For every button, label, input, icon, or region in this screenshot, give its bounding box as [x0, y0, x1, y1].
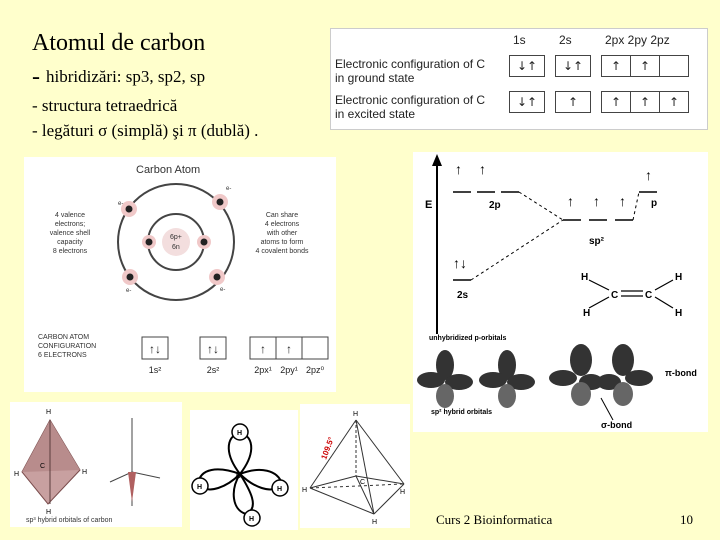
atom-c: C: [611, 290, 619, 301]
config-title-line: CARBON ATOM: [38, 334, 90, 341]
excited-state-label: [335, 93, 485, 121]
atom-c: C: [40, 463, 46, 470]
ground-2px-box: ↑: [601, 55, 631, 77]
atom-h: H: [583, 308, 591, 319]
left-note-line: electrons;: [54, 221, 86, 228]
atom-h: H: [372, 519, 378, 526]
sp2-orbital-diagram: [413, 152, 708, 432]
electron: [214, 274, 221, 281]
orbital-electrons: [453, 161, 652, 271]
label-2p: 2p: [489, 200, 501, 211]
tetra-edges: [310, 420, 404, 514]
bullet-hybridization: [32, 64, 205, 91]
config-label: 2s²: [206, 365, 220, 375]
atom-c: C: [645, 290, 653, 301]
svg-text:↑: ↑: [479, 161, 486, 177]
label-sp2: sp²: [589, 236, 604, 247]
atom-c: C: [236, 473, 242, 480]
methane-orbital-svg: [190, 410, 298, 530]
header-2p: 2px 2py 2pz: [605, 33, 670, 47]
svg-text:↑: ↑: [645, 167, 652, 183]
svg-text:↑: ↑: [619, 193, 626, 209]
carbon-atom-diagram: [24, 157, 336, 392]
left-note-line: valence shell: [49, 230, 91, 237]
config-title-line: CONFIGURATION: [38, 343, 97, 350]
energy-axis-arrowhead: [432, 154, 442, 166]
config-arrow: ↑↓: [207, 342, 219, 356]
energy-label: E: [425, 199, 433, 211]
sp2-hybrid-label: sp² hybrid orbitals: [431, 409, 493, 416]
svg-text:↑↓: ↑↓: [453, 255, 467, 271]
config-label: 2py¹: [280, 365, 298, 375]
right-note: [256, 212, 309, 255]
bullet-bonds: - legături σ (simplă) şi π (dublă) .: [32, 121, 259, 140]
right-note-line: with other: [266, 230, 298, 237]
electron: [146, 239, 153, 246]
small-tetra-bonds: [110, 418, 160, 506]
sigma-bond-label: σ-bond: [601, 420, 633, 430]
carbon-atom-svg: [24, 157, 336, 392]
ground-2pz-box: [659, 55, 689, 77]
methane-orbital-picture: [190, 410, 298, 530]
sp2-orbital-svg: [413, 152, 708, 432]
electron: [126, 206, 133, 213]
excited-1s-box: ↓↑: [509, 91, 545, 113]
ground-label-l2: in ground state: [335, 71, 415, 85]
atom-title: Carbon Atom: [136, 164, 201, 176]
left-note-line: capacity: [57, 239, 83, 246]
atom-h: H: [82, 469, 88, 476]
left-note-line: 8 electrons: [52, 248, 88, 255]
excited-2py-box: ↑: [630, 91, 660, 113]
p-orbital-lobes: [417, 344, 653, 408]
atom-h: H: [237, 430, 243, 437]
config-label: 1s²: [148, 365, 162, 375]
atom-h: H: [302, 487, 308, 494]
ground-1s-box: ↓↑: [509, 55, 545, 77]
orbital-levels: [453, 192, 657, 280]
sp3-tetrahedron: [10, 402, 182, 527]
page-number: 10: [680, 512, 693, 527]
excited-label-l1: Electronic configuration of C: [335, 93, 486, 107]
right-note-line: 4 covalent bonds: [255, 248, 309, 255]
left-note-line: 4 valence: [55, 212, 85, 219]
header-2s: 2s: [559, 33, 572, 47]
small-tetra-lobe: [128, 472, 136, 502]
bullet-dash: -: [32, 64, 40, 90]
config-title: [38, 334, 96, 359]
atom-h: H: [46, 509, 52, 516]
atom-h: H: [675, 308, 683, 319]
tetrahedral-geometry-svg: [300, 404, 410, 528]
atom-h: H: [581, 272, 589, 283]
atom-h: H: [277, 486, 283, 493]
header-1s: 1s: [513, 33, 526, 47]
left-note: [50, 212, 91, 255]
config-arrow: ↑: [286, 342, 292, 356]
electron: [201, 239, 208, 246]
bullet-tetrahedral: - structura tetraedrică: [32, 96, 178, 115]
atom-h: H: [353, 411, 359, 418]
bond-angle-label: 109.5°: [319, 435, 336, 461]
excited-2pz-box: ↑: [659, 91, 689, 113]
electron-configuration-table: [330, 28, 708, 130]
atom-h: H: [46, 409, 52, 416]
right-note-line: 4 electrons: [264, 221, 300, 228]
right-note-line: atoms to form: [260, 239, 304, 246]
electron: [217, 199, 224, 206]
nucleus-protons: 6p+: [170, 234, 182, 241]
nucleus-neutrons: 6n: [172, 244, 180, 251]
nucleus: [162, 228, 190, 256]
excited-label-l2: in excited state: [335, 107, 416, 121]
atom-h: H: [400, 489, 406, 496]
tetrahedral-geometry: [300, 404, 410, 528]
svg-text:↑: ↑: [593, 193, 600, 209]
atom-h: H: [14, 471, 20, 478]
config-arrow: ↑: [260, 342, 266, 356]
config-labels: [149, 365, 325, 375]
atom-h: H: [249, 516, 255, 523]
config-label: 2px¹: [254, 365, 272, 375]
pi-bond-label: π-bond: [665, 368, 697, 378]
ground-state-label: [335, 57, 485, 85]
ground-2py-box: ↑: [630, 55, 660, 77]
config-title-line: 6 ELECTRONS: [38, 352, 87, 359]
svg-text:↑: ↑: [455, 161, 462, 177]
sp3-lobe: [22, 420, 80, 472]
electron-label: e-: [118, 201, 124, 207]
ethene-bonds: [589, 280, 673, 308]
config-boxes: [142, 337, 328, 359]
excited-2s-box: ↑: [555, 91, 591, 113]
config-arrow: ↑↓: [149, 342, 161, 356]
label-2s: 2s: [457, 290, 469, 301]
atom-c: C: [360, 479, 366, 486]
excited-2px-box: ↑: [601, 91, 631, 113]
electron-label: e-: [126, 288, 132, 294]
config-label: 2pz⁰: [305, 365, 325, 375]
ground-2s-box: ↓↑: [555, 55, 591, 77]
label-p: p: [651, 198, 658, 209]
slide-title: Atomul de carbon: [32, 30, 206, 56]
bullet-hybridization-text: hibridizări: sp3, sp2, sp: [46, 67, 206, 86]
electron: [127, 274, 134, 281]
right-note-line: Can share: [265, 212, 299, 219]
atom-h: H: [197, 484, 203, 491]
footer-course: Curs 2 Bioinformatica: [436, 512, 553, 527]
sigma-pointer: [601, 398, 613, 420]
config-box-2pz: [302, 337, 328, 359]
electron-label: e-: [220, 287, 226, 293]
sp3-caption: sp³ hybrid orbitals of carbon: [26, 517, 113, 524]
atom-h: H: [675, 272, 683, 283]
unhybridized-label: unhybridized p-orbitals: [429, 335, 507, 342]
electron-label: e-: [226, 186, 232, 192]
sp3-tetrahedron-svg: [10, 402, 182, 527]
svg-text:↑: ↑: [567, 193, 574, 209]
ground-label-l1: Electronic configuration of C: [335, 57, 486, 71]
